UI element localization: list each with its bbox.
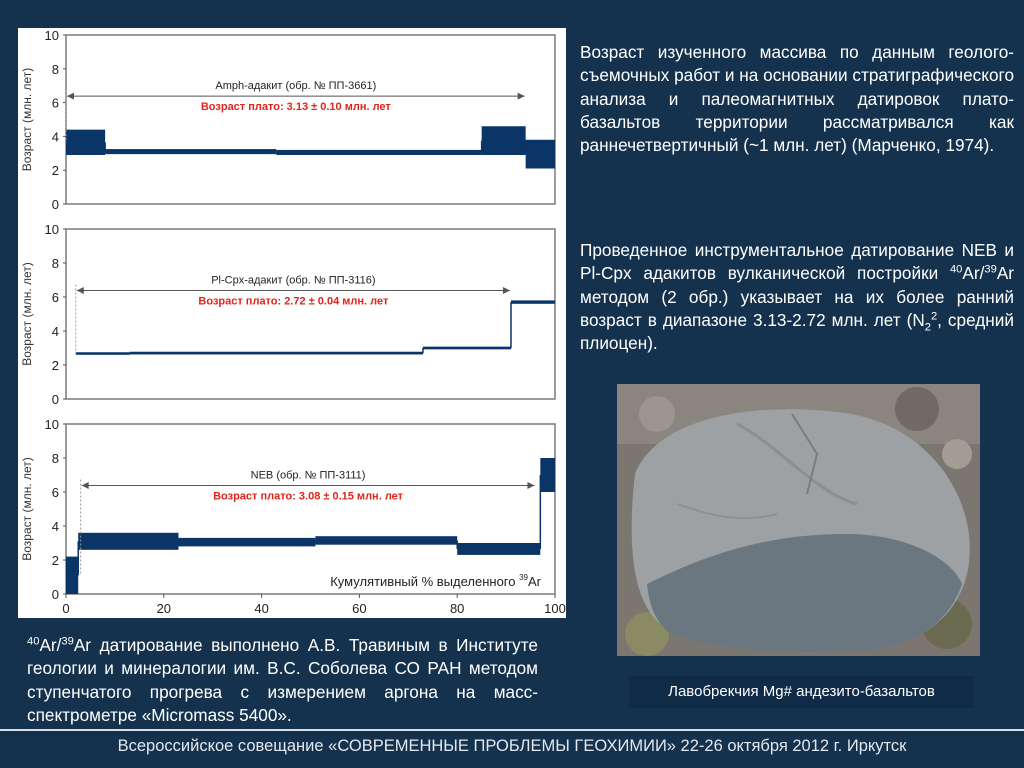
plot-frame xyxy=(66,424,555,594)
method-text-b: Ar датирование выполнено А.В. Травиным в Институте геологии и минералогии им. В.С. Соболева СО РАН методом ступенчатого прогрева с измерением аргона на масс-спектрометре «Micromass 5400». xyxy=(27,635,538,725)
y-tick-label: 6 xyxy=(51,95,59,111)
argon-age-spectra-chart xyxy=(18,28,566,618)
age-step-bar xyxy=(276,150,481,155)
y-tick-label: 6 xyxy=(51,290,59,305)
x-axis-label-end: Ar xyxy=(528,574,541,589)
plateau-age-label: Возраст плато: 2.72 ± 0.04 млн. лет xyxy=(198,295,389,308)
age-step-bar xyxy=(482,126,526,155)
age-step-bar xyxy=(178,538,315,547)
para1-text: Возраст изученного массива по данным геолого-съемочных работ и на основании стратиграфического анализа и палеомагнитных датировок плато-базальтов территории рассматривался как раннечетвертичный (~1 млн. лет) (Марченко, 1974). xyxy=(580,42,1014,156)
method-sup-40: 40 xyxy=(27,635,40,648)
sample-label: Pl-Cpx-адакит (обр. № ПП-3116) xyxy=(211,274,376,287)
method-note-paragraph xyxy=(27,634,538,727)
footer-divider xyxy=(0,729,1024,731)
y-tick-label: 10 xyxy=(44,28,59,43)
age-step-bar xyxy=(423,347,511,350)
x-tick-label: 0 xyxy=(62,601,70,616)
y-tick-label: 4 xyxy=(51,519,59,534)
x-tick-label: 20 xyxy=(156,601,172,616)
y-tick-label: 10 xyxy=(44,222,59,237)
para2-text-a: Проведенное инструментальное датирование NEB и Pl-Cpx адакитов вулканической постройки xyxy=(580,240,1014,284)
study-age-paragraph xyxy=(580,41,1014,157)
y-tick-label: 6 xyxy=(51,485,59,500)
y-tick-label: 8 xyxy=(51,61,59,77)
plot-frame xyxy=(66,229,555,399)
y-axis-label: Возраст (млн. лет) xyxy=(20,67,34,172)
method-text-a: Ar/ xyxy=(39,635,62,655)
y-axis-label: Возраст (млн. лет) xyxy=(20,262,34,366)
footer-conference-title: Всероссийское совещание «СОВРЕМЕННЫЕ ПРОБЛЕМЫ ГЕОХИМИИ» 22-26 октября 2012 г. Иркутск xyxy=(117,737,907,755)
plateau-age-label: Возраст плато: 3.13 ± 0.10 млн. лет xyxy=(200,101,391,114)
x-tick-label: 40 xyxy=(254,601,269,616)
age-step-bar xyxy=(130,352,423,355)
y-tick-label: 4 xyxy=(51,324,59,339)
x-tick-label: 60 xyxy=(352,601,367,616)
age-step-bar xyxy=(540,458,555,492)
x-tick-label: 80 xyxy=(449,601,465,616)
age-step-bar xyxy=(76,352,130,355)
dating-result-paragraph xyxy=(580,239,1014,355)
x-axis-label xyxy=(330,573,541,589)
para2-sup-2: 2 xyxy=(930,310,938,323)
age-step-bar xyxy=(105,149,276,154)
age-step-bar xyxy=(511,300,555,303)
argon-chart-panel xyxy=(18,28,566,618)
y-tick-label: 0 xyxy=(51,197,59,212)
age-step-bar xyxy=(66,130,105,155)
x-axis-label-sup: 39 xyxy=(519,573,528,582)
x-axis-label-main: Кумулятивный % выделенного xyxy=(330,574,520,589)
photo-caption: Лавобрекчия Mg# андезито-базальтов xyxy=(629,676,974,708)
y-axis-label: Возраст (млн. лет) xyxy=(20,457,34,561)
y-tick-label: 0 xyxy=(51,587,59,602)
age-step-bar xyxy=(526,140,555,169)
chart-panel-1 xyxy=(20,28,555,212)
rock-photo xyxy=(617,384,980,656)
chart-panel-3 xyxy=(20,417,566,616)
para2-sup-40: 40 xyxy=(949,263,963,276)
sample-label: Amph-адакит (обр. № ПП-3661) xyxy=(215,80,377,93)
sample-label: NEB (обр. № ПП-3111) xyxy=(250,469,366,482)
y-tick-label: 8 xyxy=(51,451,59,466)
para2-text-d: , средний плиоцен). xyxy=(580,309,1014,354)
y-tick-label: 4 xyxy=(51,129,59,145)
age-step-bar xyxy=(78,533,178,550)
method-sup-39: 39 xyxy=(61,635,74,648)
age-step-bar xyxy=(66,557,78,594)
y-tick-label: 0 xyxy=(51,392,59,407)
y-tick-label: 8 xyxy=(51,256,59,271)
y-tick-label: 2 xyxy=(51,553,59,568)
plot-frame xyxy=(66,35,555,204)
y-tick-label: 10 xyxy=(44,417,59,432)
x-tick-label: 100 xyxy=(544,601,566,616)
y-tick-label: 2 xyxy=(51,358,59,373)
plateau-age-label: Возраст плато: 3.08 ± 0.15 млн. лет xyxy=(213,490,404,503)
chart-panel-2 xyxy=(20,222,555,407)
para2-sub-2: 2 xyxy=(924,321,931,334)
para2-sup-39: 39 xyxy=(984,263,997,276)
para2-text-c: Ar методом (2 обр.) указывает на их более ранний возраст в диапазоне 3.13-2.72 млн. лет (N xyxy=(580,263,1014,330)
y-tick-label: 2 xyxy=(51,163,59,179)
age-step-bar xyxy=(315,536,457,545)
age-step-bar xyxy=(457,543,540,555)
para2-text-b: Ar/ xyxy=(962,263,985,284)
